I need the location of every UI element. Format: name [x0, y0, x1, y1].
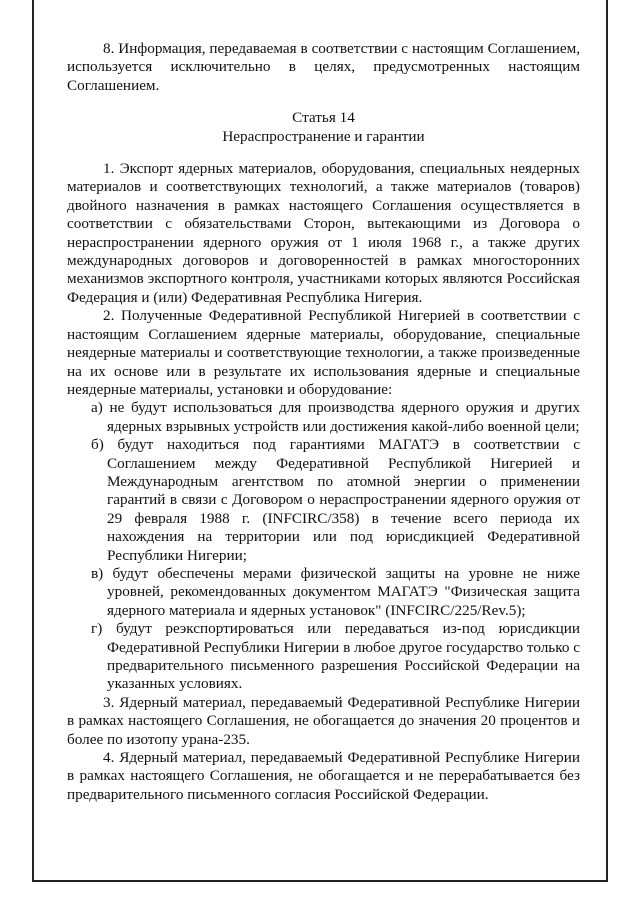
paragraph-2: 2. Полученные Федеративной Республикой Нигерией в соответствии с настоящим Соглашением ядерные материалы, оборудование, специальные неядерные материалы и соответствующие технологии, а также произведенные на их основе или в результате их использования ядерные и специальные неядерные материалы, установки и оборудование: — [67, 307, 580, 398]
paragraph-3: 3. Ядерный материал, передаваемый Федеративной Республике Нигерии в рамках настоящего Соглашения, не обогащается до значения 20 процентов и более по изотопу урана-235. — [67, 693, 580, 748]
subparagraph-a: а) не будут использоваться для производства ядерного оружия и других ядерных взрывных устройств или достижения какой-либо военной цели; — [91, 399, 580, 435]
subparagraph-g: г) будут реэкспортироваться или передаваться из-под юрисдикции Федеративной Республики Нигерии в любое другое государство только с предварительного письменного разрешения Российской Федерации на указанных условиях. — [91, 620, 580, 693]
subparagraph-v: в) будут обеспечены мерами физической защиты на уровне не ниже уровней, рекомендованных документом МАГАТЭ "Физическая защита ядерного материала и ядерных установок" (INFCIRC/225/Rev.5); — [91, 564, 580, 619]
document-body — [67, 40, 580, 804]
page-border-bottom — [32, 880, 608, 882]
subparagraph-b: б) будут находиться под гарантиями МАГАТЭ в соответствии с Соглашением между Федеративной Республикой Нигерией и Международным агентством по атомной энергии о применении гарантий в связи с Договором о нераспространении ядерного оружия от 29 февраля 1988 г. (INFCIRC/358) в течение всего периода их нахождения на территории или под юрисдикцией Федеративной Республики Нигерии; — [91, 436, 580, 564]
paragraph-8: 8. Информация, передаваемая в соответствии с настоящим Соглашением, используется исключительно в целях, предусмотренных настоящим Соглашением. — [67, 40, 580, 94]
page-border-left — [32, 0, 34, 880]
page-border-right — [606, 0, 608, 880]
article-subtitle: Нераспространение и гарантии — [222, 127, 425, 145]
article-title: Статья 14 — [292, 109, 355, 127]
paragraph-4: 4. Ядерный материал, передаваемый Федеративной Республике Нигерии в рамках настоящего Соглашения, не обогащается и не перерабатывается без предварительного письменного согласия Российской Федерации. — [67, 749, 580, 803]
paragraph-1: 1. Экспорт ядерных материалов, оборудования, специальных неядерных материалов и соответствующих технологий, а также материалов (товаров) двойного назначения в рамках настоящего Соглашения осуществляется в соответствии с обязательствами Сторон, вытекающими из Договора о нераспространении ядерного оружия от 1 июля 1968 г., а также других международных договоров и договоренностей в рамках многосторонних механизмов экспортного контроля, участниками которых являются Российская Федерация и (или) Федеративная Республика Нигерия. — [67, 160, 580, 306]
